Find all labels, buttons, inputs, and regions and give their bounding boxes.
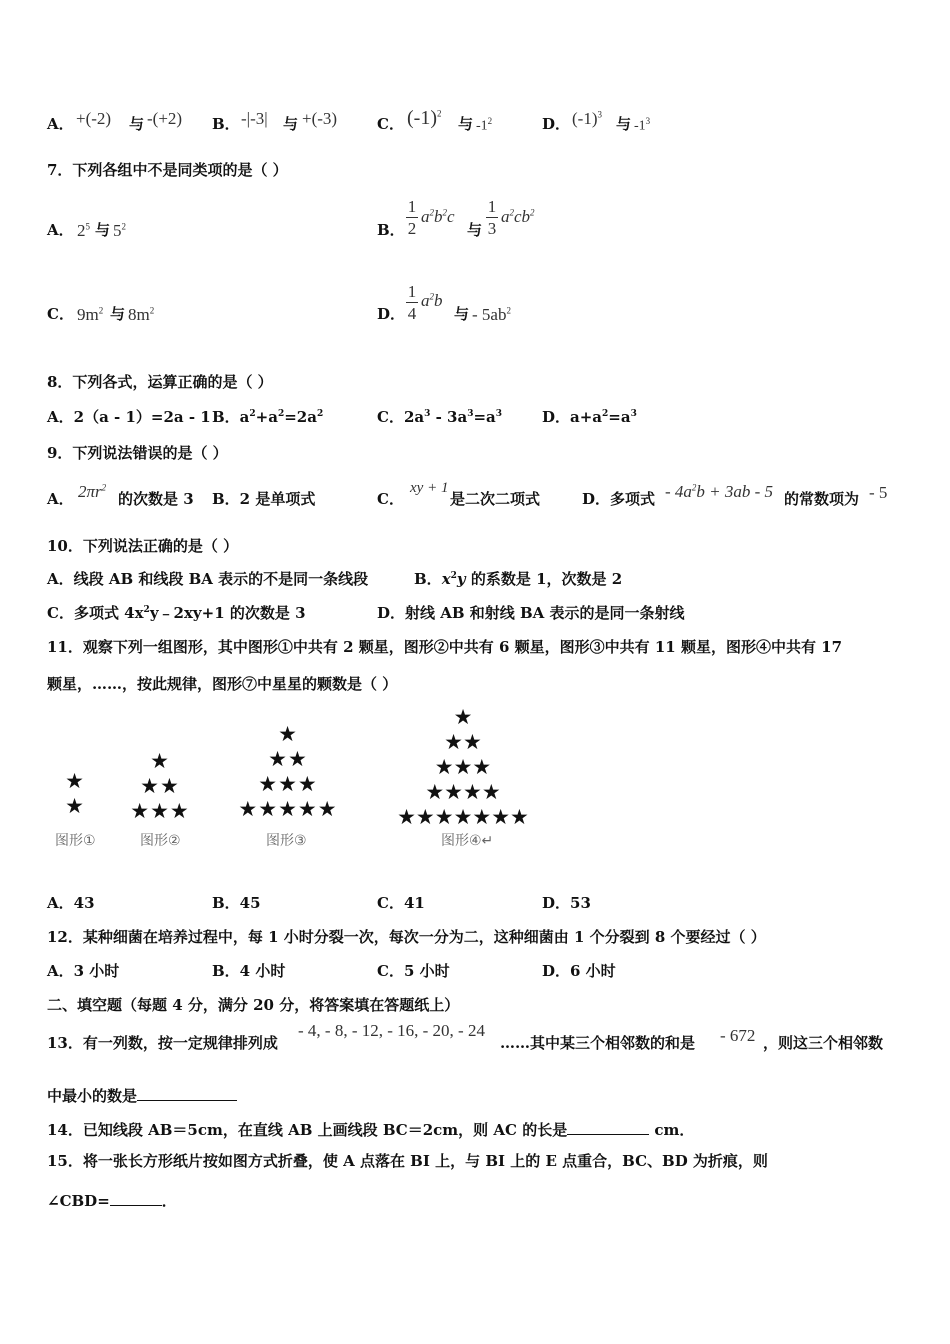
q7-option-b-frac1: $\frac{1}{2}$ xyxy=(407,197,417,238)
q9-option-c-text: 是二次二项式 xyxy=(450,490,541,508)
q7-option-a-m2: $5^2$ xyxy=(113,221,126,240)
q6-option-c-math: $(-1)^2$ xyxy=(407,107,442,129)
q6-option-a-conn: 与 xyxy=(129,115,145,133)
q15-answer-blank[interactable] xyxy=(110,1191,162,1206)
q6-option-b-label: B． xyxy=(212,115,240,133)
q9-option-d-text: 的常数项为 xyxy=(784,490,860,508)
q6-option-d-conn: 与 xyxy=(616,115,632,133)
q12-stem: 12．某种细菌在培养过程中，每 1 小时分裂一次，每次一分为二，这种细菌由 1 个分裂到 8 个要经过（ ） xyxy=(47,928,766,946)
q7-option-b-conn: 与 xyxy=(467,221,483,239)
q11-stem-line1: 11．观察下列一组图形，其中图形①中共有 2 颗星，图形②中共有 6 颗星，图形③中共有 11 颗星，图形④中共有 17 xyxy=(47,638,843,656)
q9-option-b: B．2 是单项式 xyxy=(212,490,316,508)
q7-stem: 7．下列各组中不是同类项的是（ ） xyxy=(47,161,288,179)
q6-option-a-label: A． xyxy=(47,115,74,133)
q8-option-c: C．$2a^3 - 3a^3=a^3$ xyxy=(377,408,503,426)
q15-stem-line1: 15．将一张长方形纸片按如图方式折叠，使 A 点落在 BI 上，与 BI 上的 E 点重合，BC、BD 为折痕，则 xyxy=(47,1152,768,1170)
q8-option-d: D．$a+a^2=a^3$ xyxy=(542,408,637,426)
q7-option-d-m2: - $5ab^2$ xyxy=(472,305,511,324)
q9-option-d-math: - $4a^2b + 3ab - 5$ xyxy=(665,482,774,501)
q7-option-d-term1: $a^2b$ xyxy=(421,291,443,310)
q9-option-d-value: - 5 xyxy=(869,483,888,502)
q10-option-a: A．线段 AB 和线段 BA 表示的不是同一条线段 xyxy=(47,570,369,588)
q11-option-c: C．41 xyxy=(377,894,425,912)
q7-option-b-term1: $a^2b^2c$ xyxy=(421,207,455,226)
q7-option-d-frac: $\frac{1}{4}$ xyxy=(407,282,417,323)
q7-option-d-conn: 与 xyxy=(454,305,470,323)
q6-option-b-math2: +(-3) xyxy=(302,109,338,128)
star-figure-3: ★ ★★ ★★★ ★★★★★ xyxy=(238,722,338,821)
star-figure-1-caption: 图形① xyxy=(55,833,96,849)
q9-option-d-label: D．多项式 xyxy=(582,490,656,508)
q12-option-a: A．3 小时 xyxy=(47,962,120,980)
q13-text-mid: ……其中某三个相邻数的和是 xyxy=(500,1034,696,1052)
q13-sequence: - 4, - 8, - 12, - 16, - 20, - 24 xyxy=(298,1021,485,1040)
q7-option-a-conn: 与 xyxy=(95,221,111,239)
q12-option-d: D．6 小时 xyxy=(542,962,616,980)
q15-stem-line2: ∠CBD= ． xyxy=(47,1192,177,1210)
q6-option-c-conn: 与 xyxy=(458,115,474,133)
q9-stem: 9．下列说法错误的是（ ） xyxy=(47,444,228,462)
q6-option-d-label: D． xyxy=(542,115,571,133)
q14-stem: 14．已知线段 AB＝5cm，在直线 AB 上画线段 BC＝2cm，则 AC 的长是 cm． xyxy=(47,1121,695,1139)
q14-answer-blank[interactable] xyxy=(567,1120,649,1135)
star-figure-4: ★ ★★ ★★★ ★★★★ ★★★★★★★ xyxy=(397,705,529,829)
q11-option-b: B．45 xyxy=(212,894,261,912)
q13-sum: - 672 xyxy=(720,1026,756,1045)
star-figure-2-caption: 图形② xyxy=(140,833,181,849)
q7-option-c-m2: $8m^2$ xyxy=(128,305,155,324)
q10-option-c: C．多项式 $4x^2y﹣2xy+1$ 的次数是 3 xyxy=(47,604,306,622)
star-figure-4-caption: 图形④↵ xyxy=(441,833,494,849)
q6-option-c-math2: $-1^2$ xyxy=(476,116,493,134)
section-heading-fill-in: 二、填空题（每题 4 分，满分 20 分，将答案填在答题纸上） xyxy=(47,996,460,1014)
q6-option-b-math: -|-3| xyxy=(241,109,268,128)
q6-option-c-label: C． xyxy=(377,115,404,133)
q9-option-a-label: A． xyxy=(47,490,74,508)
q11-option-d: D．53 xyxy=(542,894,591,912)
q12-option-c: C．5 小时 xyxy=(377,962,450,980)
q13-text-post: ，则这三个相邻数 xyxy=(763,1034,884,1052)
q6-option-a-math: +(-2) xyxy=(76,109,112,128)
q11-option-a: A．43 xyxy=(47,894,95,912)
q7-option-b-term2: $a^2cb^2$ xyxy=(501,207,535,226)
q9-option-c-math: xy + 1 xyxy=(410,480,449,496)
q10-stem: 10．下列说法正确的是（ ） xyxy=(47,537,239,555)
q8-option-b: B．$a^2+a^2=2a^2$ xyxy=(212,408,324,426)
q7-option-a-m1: $2^5$ xyxy=(77,221,90,240)
q7-option-b-frac2: $\frac{1}{3}$ xyxy=(487,197,497,238)
q9-option-a-text: 的次数是 3 xyxy=(118,490,194,508)
q6-option-a-math2: -(+2) xyxy=(147,109,183,128)
q13-answer-blank[interactable] xyxy=(137,1086,237,1101)
q7-option-a-label: A． xyxy=(47,221,74,239)
q8-option-a: A．2（a - 1）=2a - 1 xyxy=(47,408,211,426)
star-figure-2: ★ ★★ ★★★ xyxy=(130,749,190,823)
q13-line2: 中最小的数是 xyxy=(47,1086,237,1104)
q7-option-c-label: C． xyxy=(47,305,74,323)
q7-option-c-m1: $9m^2$ xyxy=(77,305,104,324)
q7-option-d-label: D． xyxy=(377,305,406,323)
q10-option-d: D．射线 AB 和射线 BA 表示的是同一条射线 xyxy=(377,604,685,622)
q10-option-b: B．$x^2y$ 的系数是 1，次数是 2 xyxy=(414,570,623,588)
q6-option-b-conn: 与 xyxy=(283,115,299,133)
q8-stem: 8．下列各式，运算正确的是（ ） xyxy=(47,373,273,391)
q9-option-a-math: $2\pi r^2$ xyxy=(78,482,107,501)
q12-option-b: B．4 小时 xyxy=(212,962,286,980)
q9-option-c-label: C． xyxy=(377,490,404,508)
q13-text-pre: 13．有一列数，按一定规律排列成 xyxy=(47,1034,278,1052)
q6-option-d-math2: $-1^3$ xyxy=(634,116,651,134)
q7-option-c-conn: 与 xyxy=(110,305,126,323)
star-figure-3-caption: 图形③ xyxy=(266,833,307,849)
q6-option-d-math: $(-1)^3$ xyxy=(572,109,602,128)
star-figure-1: ★ ★ xyxy=(65,769,85,818)
q7-option-b-label: B． xyxy=(377,221,405,239)
q11-stem-line2: 颗星，……，按此规律，图形⑦中星星的颗数是（ ） xyxy=(47,675,398,693)
